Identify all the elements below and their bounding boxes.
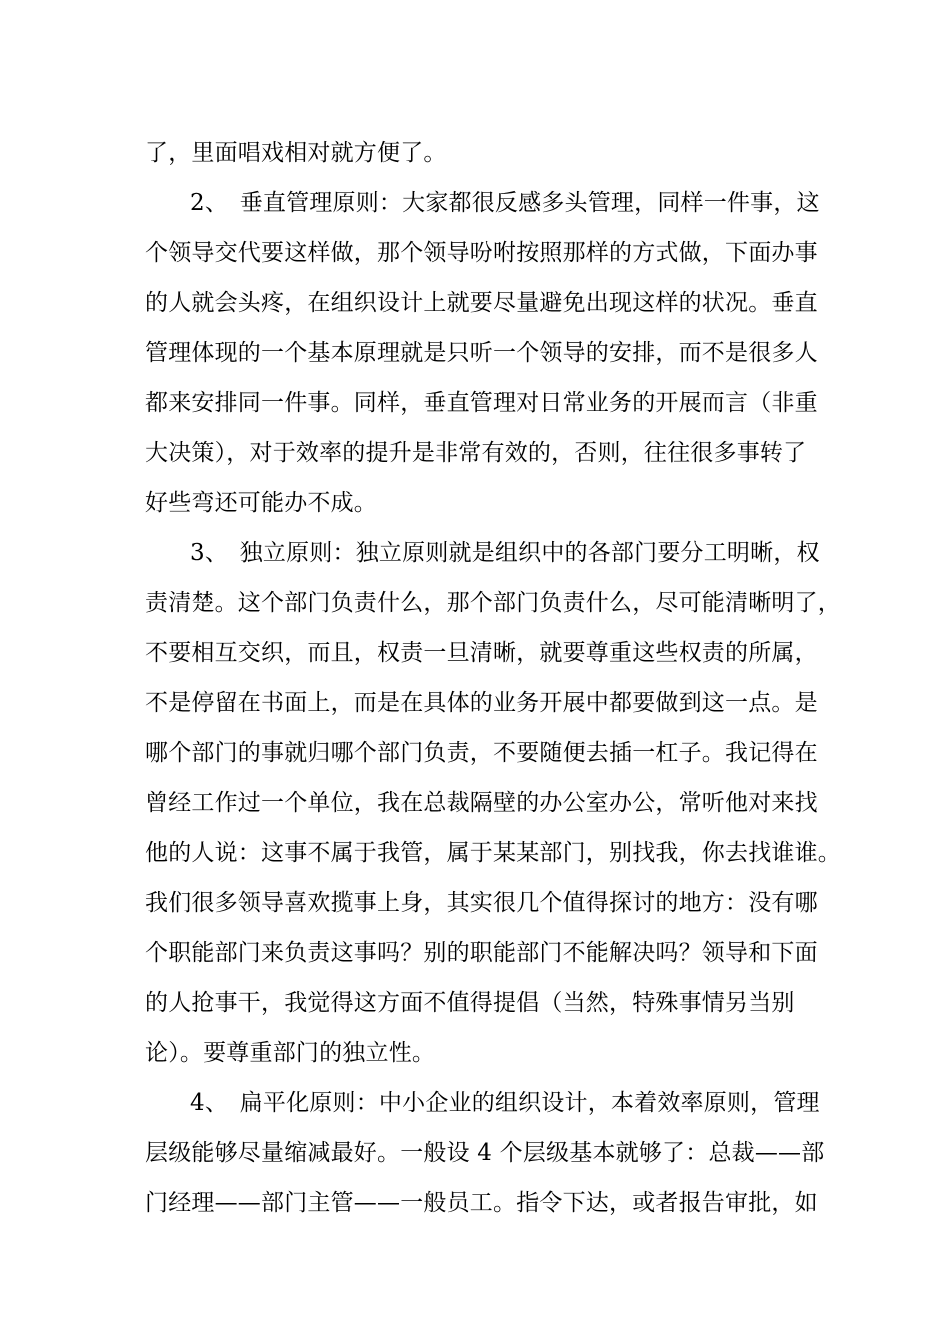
text-line: 4、 扁平化原则：中小企业的组织设计，本着效率原则，管理	[190, 1090, 820, 1116]
text-line: 层级能够尽量缩减最好。一般设 4 个层级基本就够了：总裁——部	[145, 1140, 825, 1166]
text-line: 好些弯还可能办不成。	[145, 490, 377, 516]
text-line: 的人就会头疼，在组织设计上就要尽量避免出现这样的状况。垂直	[145, 290, 818, 316]
text-line: 了，里面唱戏相对就方便了。	[145, 140, 447, 166]
text-line: 论）。要尊重部门的独立性。	[145, 1040, 436, 1066]
text-line: 哪个部门的事就归哪个部门负责，不要随便去插一杠子。我记得在	[145, 740, 818, 766]
text-line: 3、 独立原则：独立原则就是组织中的各部门要分工明晰，权	[190, 540, 820, 566]
text-line: 曾经工作过一个单位，我在总裁隔壁的办公室办公，常听他对来找	[145, 790, 818, 816]
text-line: 责清楚。这个部门负责什么，那个部门负责什么，尽可能清晰明了，	[145, 590, 841, 616]
text-line: 管理体现的一个基本原理就是只听一个领导的安排，而不是很多人	[145, 340, 818, 366]
text-line: 我们很多领导喜欢揽事上身，其实很几个值得探讨的地方：没有哪	[145, 890, 818, 916]
text-line: 不是停留在书面上，而是在具体的业务开展中都要做到这一点。是	[145, 690, 818, 716]
text-line: 的人抢事干，我觉得这方面不值得提倡（当然，特殊事情另当别	[145, 990, 795, 1016]
text-line: 2、 垂直管理原则：大家都很反感多头管理，同样一件事，这	[190, 190, 820, 216]
text-line: 他的人说：这事不属于我管，属于某某部门，别找我，你去找谁谁。	[145, 840, 841, 866]
text-line: 大决策），对于效率的提升是非常有效的，否则，往往很多事转了	[145, 440, 807, 466]
text-line: 不要相互交织，而且，权责一旦清晰，就要尊重这些权责的所属，	[145, 640, 818, 666]
text-line: 门经理——部门主管——一般员工。指令下达，或者报告审批，如	[145, 1190, 818, 1216]
text-line: 个领导交代要这样做，那个领导吩咐按照那样的方式做，下面办事	[145, 240, 818, 266]
text-line: 个职能部门来负责这事吗？别的职能部门不能解决吗？领导和下面	[145, 940, 818, 966]
text-line: 都来安排同一件事。同样，垂直管理对日常业务的开展而言（非重	[145, 390, 818, 416]
